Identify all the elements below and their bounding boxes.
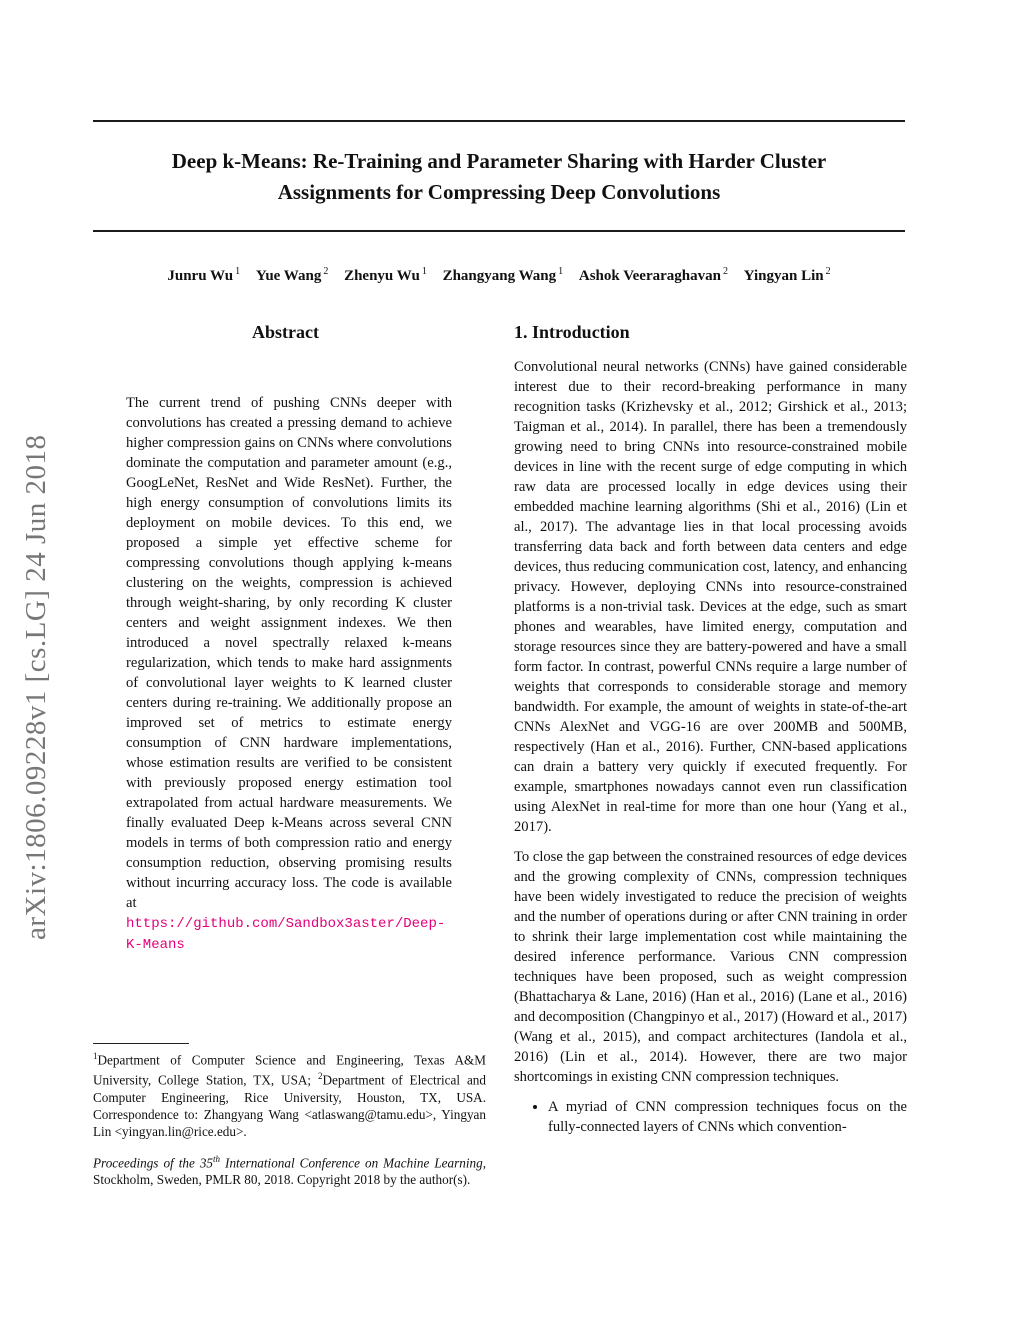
author-affiliation-mark: 1 — [235, 266, 241, 277]
footnote-separator — [93, 1043, 189, 1044]
author-affiliation-mark: 1 — [421, 266, 427, 277]
shortcomings-list — [514, 1097, 907, 1137]
proceedings-venue: Proceedings of the 35 — [93, 1155, 214, 1171]
author-affiliation-mark: 2 — [323, 266, 329, 277]
introduction-paragraph-1: Convolutional neural networks (CNNs) have gained considerable interest due to their record-breaking performance in many recognition tasks (Krizhevsky et al., 2012; Girshick et al., 2013; Taigman et al., 2014). In parallel, there has been a tremendously growing need to bring CNNs into resource-constrained mobile devices in line with the recent surge of edge computing in which raw data are processed locally in edge devices using their embedded machine learning algorithms (Shi et al., 2016) (Lin et al., 2017). The advantage lies in that local processing avoids transferring data back and forth between data centers and edge devices, thus reducing communication cost, latency, and enhancing privacy. However, deploying CNNs into resource-constrained platforms is a non-trivial task. Devices at the edge, such as smart phones and wearables, have limited energy, computation and storage resources since they are battery-powered and have a small form factor. In contrast, powerful CNNs require a large number of weights that corresponds to considerable storage and memory bandwidth. For example, the amount of weights in state-of-the-art CNNs AlexNet and VGG-16 are over 200MB and 500MB, respectively (Han et al., 2016). Further, CNN-based applications can drain a battery very quickly if executed frequently. For example, smartphones nowadays cannot even run classification using AlexNet in real-time for more than one hour (Yang et al., 2017). — [514, 359, 907, 835]
footnote-mark-1: 1 — [93, 1051, 98, 1061]
author-name: Yue Wang — [255, 268, 322, 284]
proceedings-ordinal: th — [213, 1154, 221, 1164]
author-name: Yingyan Lin — [743, 268, 824, 284]
affiliation-1-text: Department of Computer Science and Engineering, Texas A&M University, College Station, TX, USA; — [93, 1052, 486, 1088]
abstract-text: The current trend of pushing CNNs deeper with convolutions has created a pressing demand to achieve higher compression gains on CNNs where convolutions dominate the computation and parameter amount (e.g., GoogLeNet, ResNet and Wide ResNet). Further, the high energy consumption of convolutions limits its deployment on mobile devices. To this end, we proposed a simple yet effective scheme for compressing convolutions though applying k-means clustering on the weights, compression is achieved through weight-sharing, by only recording K cluster centers and weight assignment indexes. We then introduced a novel spectrally relaxed k-means regularization, which tends to make hard assignments of convolutional layer weights to K learned cluster centers during re-training. We additionally propose an improved set of metrics to estimate energy consumption of CNN hardware implementations, whose estimation results are verified to be consistent with previously proposed energy estimation tool extrapolated from actual hardware measurements. We finally evaluated Deep k-Means across several CNN models in terms of both compression ratio and energy consumption reduction, observing promising results without incurring accuracy loss. The code is available at — [126, 395, 452, 911]
author — [167, 268, 240, 284]
author-affiliation-mark: 1 — [558, 266, 564, 277]
abstract-heading: Abstract — [252, 322, 319, 342]
author-affiliation-mark: 2 — [722, 266, 728, 277]
title-line-1: Deep k-Means: Re-Training and Parameter Sharing with Harder Cluster — [171, 149, 827, 173]
author — [344, 268, 427, 284]
title-rule-bottom — [93, 230, 905, 232]
author-name: Zhangyang Wang — [442, 268, 557, 284]
title-line-2: Assignments for Compressing Deep Convolutions — [277, 180, 721, 204]
list-item: • A myriad of CNN compression techniques focus on the fully-connected layers of CNNs which convention- — [548, 1097, 907, 1137]
author — [256, 268, 328, 284]
paper-title — [93, 146, 905, 208]
author-name: Ashok Veeraraghavan — [578, 268, 721, 284]
code-repository-link[interactable]: https://github.com/Sandbox3aster/Deep-K-Means — [126, 916, 446, 953]
affiliation-2-text: Department of Electrical and Computer Engineering, Rice University, Houston, TX, USA. Correspondence to: Zhangyang Wang <atlaswang@tamu.edu>, Yingyan Lin <yingyan.lin@rice.edu>. — [93, 1072, 486, 1139]
author-list — [93, 266, 905, 285]
proceedings-copyright: , Stockholm, Sweden, PMLR 80, 2018. Copyright 2018 by the author(s). — [93, 1155, 486, 1188]
author — [744, 268, 831, 284]
title-rule-top — [93, 120, 905, 122]
author — [443, 268, 564, 284]
author — [579, 268, 728, 284]
proceedings-notice — [93, 1151, 486, 1188]
introduction-heading: 1. Introduction — [514, 322, 630, 342]
affiliation-footnote — [93, 1048, 486, 1140]
introduction-body — [514, 357, 907, 1137]
author-affiliation-mark: 2 — [825, 266, 831, 277]
arxiv-identifier-stamp: arXiv:1806.09228v1 [cs.LG] 24 Jun 2018 — [20, 434, 52, 940]
author-name: Junru Wu — [167, 268, 234, 284]
footnote-mark-2: 2 — [318, 1071, 323, 1082]
proceedings-venue-cont: International Conference on Machine Learning — [220, 1155, 483, 1171]
abstract-body — [126, 393, 452, 955]
introduction-paragraph-2: To close the gap between the constrained resources of edge devices and the growing complexity of CNNs, compression techniques have been widely investigated to reduce the precision of weights and the number of operations during or after CNN training in order to shrink their large implementation cost while maintaining the desired inference performance. Various CNN compression techniques have been proposed, such as weight compression (Bhattacharya & Lane, 2016) (Han et al., 2016) (Lane et al., 2016) and decomposition (Changpinyo et al., 2017) (Howard et al., 2017) (Wang et al., 2015), and compact architectures (Iandola et al., 2016) (Lin et al., 2014). However, there are two major shortcomings in existing CNN compression techniques. — [514, 849, 907, 1085]
author-name: Zhenyu Wu — [344, 268, 420, 284]
